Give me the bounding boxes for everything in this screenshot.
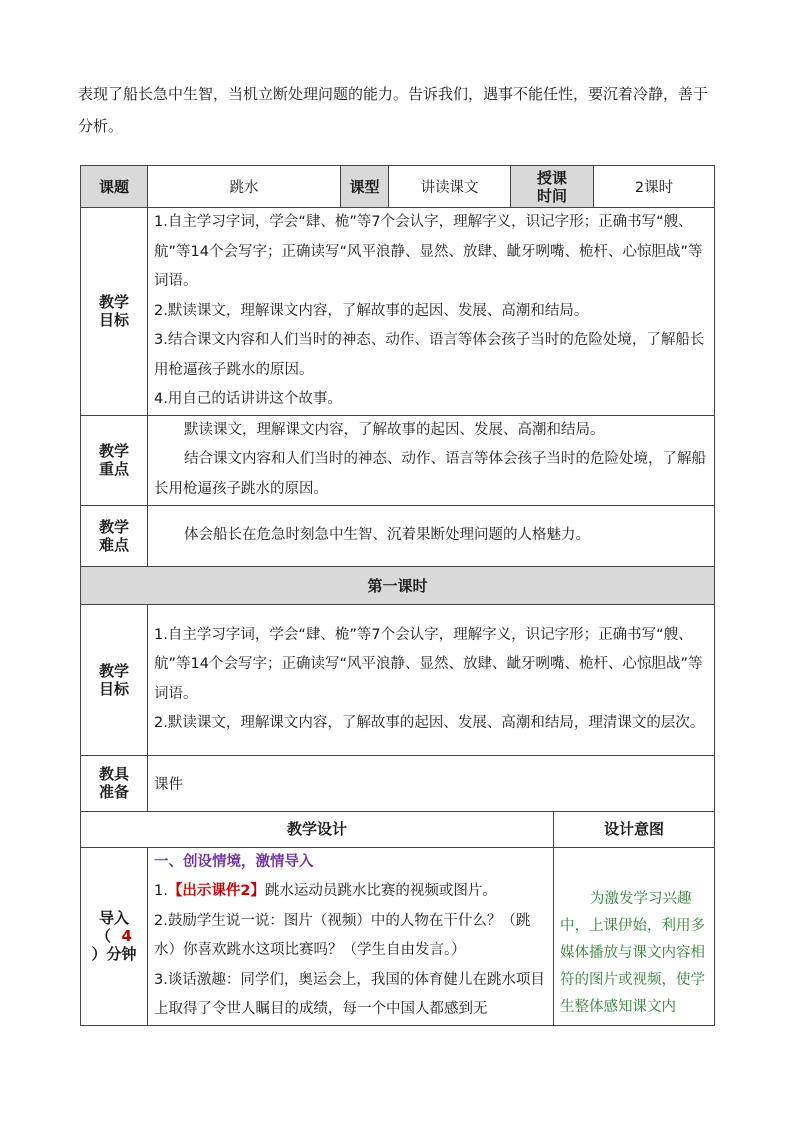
intro-intent-cell [554,847,715,1025]
goal-item: 4.用自己的话讲讲这个故事。 [154,391,342,407]
first-lesson-title: 第一课时 [81,566,715,604]
first-lesson-band [81,566,715,604]
time-label-line-2: 时间 [537,186,568,205]
difficulties-label-line-1: 教学 [98,517,129,536]
intro-section-label [81,847,148,1025]
key-point-item: 结合课文内容和人们当时的神态、动作、语言等体会孩子当时的危险处境，了解船长用枪逼孩子跳水的原因。 [154,451,706,497]
first-goals-label-line-2: 目标 [98,679,129,698]
key-points-content [148,415,715,505]
intro-label-line-1: 导入 [98,909,129,927]
time-label-line-1: 授课 [537,168,568,187]
type-value: 讲读课文 [389,166,511,208]
materials-label [81,755,148,811]
intro-paragraph: 表现了船长急中生智，当机立断处理问题的能力。告诉我们，遇事不能任性，要沉着冷静，善于分析。 [78,85,709,135]
goals-content [148,208,715,416]
intro-section-row [81,847,715,1025]
first-goals-content [148,604,715,755]
courseware-tag: 【出示课件2】 [167,883,265,899]
first-goals-row [81,604,715,755]
materials-row [81,755,715,811]
difficulties-label-line-2: 难点 [98,535,129,554]
key-point-item: 默读课文，理解课文内容，了解故事的起因、发展、高潮和结局。 [184,421,605,438]
step-1-prefix: 1. [154,883,168,899]
first-goal-item: 1.自主学习字词，学会“肆、桅”等7个会认字，理解字义，识记字形；正确书写“艘、航”等14个会写字；正确读写“风平浪静、显然、放肆、龇牙咧嘴、桅杆、心惊胆战”等词语。 [154,626,703,702]
intro-minutes: 4 [121,927,132,945]
intro-step-1 [154,877,547,907]
difficulties-content [148,505,715,566]
design-header-row [81,811,715,847]
key-points-label-line-2: 重点 [98,460,129,478]
first-goal-item: 2.默读课文，理解课文内容，了解故事的起因、发展、高潮和结局，理清课文的层次。 [154,715,705,731]
goal-item: 2.默读课文，理解课文内容，了解故事的起因、发展、高潮和结局。 [154,302,589,319]
key-points-label-line-1: 教学 [98,442,129,460]
key-points-row [81,415,715,505]
materials-value: 课件 [148,755,715,811]
difficulties-label [81,505,148,566]
goals-row [81,208,715,416]
lesson-value: 跳水 [148,166,341,208]
intro-label-line-3: ）分钟 [91,945,137,963]
goals-label-line-2: 目标 [98,311,129,330]
intro-section-content [148,847,554,1025]
difficulties-text: 体会船长在危急时刻急中生智、沉着果断处理问题的人格魅力。 [184,526,590,543]
type-label: 课型 [341,166,389,208]
intro-label-line-2 [87,927,141,945]
lesson-plan-table [80,165,715,1026]
first-goals-label-line-1: 教学 [98,661,129,680]
intro-intent-text: 为激发学习兴趣中，上课伊始，利用多媒体播放与课文内容相符的图片或视频，使学生整体感知课文内 [560,890,705,1015]
goals-label [81,208,148,416]
materials-label-line-1: 教具 [98,765,129,783]
step-1-text: 跳水运动员跳水比赛的视频或图片。 [264,883,497,899]
goals-label-line-1: 教学 [98,293,129,312]
header-row [81,166,715,208]
intro-label-paren: （ [96,927,112,945]
first-goals-label [81,604,148,755]
time-value: 2课时 [594,166,715,208]
design-header: 教学设计 [81,811,554,847]
intent-header: 设计意图 [554,811,715,847]
time-label [511,166,594,208]
intro-step-2: 2.鼓励学生说一说：图片（视频）中的人物在干什么？（跳水）你喜欢跳水这项比赛吗？（学生自由发言。） [154,912,531,958]
difficulties-row [81,505,715,566]
goal-item: 1.自主学习字词，学会“肆、桅”等7个会认字，理解字义，识记字形；正确书写“艘、航”等14个会写字；正确读写“风平浪静、显然、放肆、龇牙咧嘴、桅杆、心惊胆战”等词语。 [154,214,703,289]
key-points-label [81,415,148,505]
lesson-label: 课题 [81,166,148,208]
goal-item: 3.结合课文内容和人们当时的神态、动作、语言等体会孩子当时的危险处境，了解船长用枪逼孩子跳水的原因。 [154,332,705,378]
intro-heading: 一、创设情境，激情导入 [154,853,314,870]
intro-step-3: 3.谈话激趣：同学们，奥运会上，我国的体育健儿在跳水项目上取得了令世人瞩目的成绩，每一个中国人都感到无 [154,971,545,1017]
materials-label-line-2: 准备 [98,783,129,801]
